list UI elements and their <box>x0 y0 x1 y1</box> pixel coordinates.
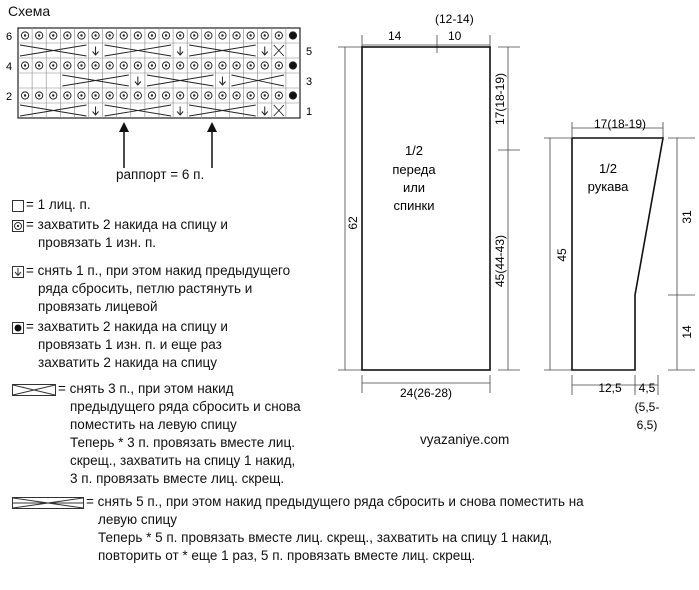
chart-dot-circle <box>50 62 57 69</box>
chart-filled-dot <box>289 62 296 69</box>
chart-dot-circle <box>21 62 28 69</box>
front-width-extra: (12-14) <box>435 12 474 26</box>
cross-3-icon <box>12 383 56 401</box>
chart-dot-circle <box>36 92 43 99</box>
sleeve-top-width: 17(18-19) <box>593 117 647 131</box>
legend-text-line: левую спицу <box>98 512 177 527</box>
front-width-right: 10 <box>448 29 462 43</box>
repeat-arrow-right-head <box>207 122 217 132</box>
chart-dot-circle <box>92 92 99 99</box>
chart-dot-circle <box>275 62 282 69</box>
legend-text-line: провязать 1 изн. п. <box>38 235 157 250</box>
chart-dot-circle <box>247 92 254 99</box>
sleeve-title-1: 1/2 <box>598 161 618 176</box>
chart-dot-circle <box>106 62 113 69</box>
chart-dot-circle <box>191 62 198 69</box>
chart-dot-circle <box>233 92 240 99</box>
chart-dot-circle <box>275 92 282 99</box>
chart-dot-circle <box>134 92 141 99</box>
row-number-2: 2 <box>6 91 13 103</box>
chart-dot-circle <box>64 92 71 99</box>
legend-text-line: 3 п. провязать вместе лиц. скрещ. <box>70 471 285 486</box>
front-width-left: 14 <box>388 29 402 43</box>
chart-dot-circle <box>247 32 254 39</box>
chart-dot-circle <box>120 32 127 39</box>
chart-dot-circle <box>162 92 169 99</box>
arrow-down-icon <box>12 265 24 283</box>
sleeve-bottom-left: 12,5 <box>598 381 622 395</box>
chart-dot-circle <box>120 92 127 99</box>
legend-text-line: скрещ., захватить на спицу 1 накид, <box>70 453 296 468</box>
legend-text-line: = снять 5 п., при этом накид предыдущего ряда сбросить и снова поместить на <box>86 494 584 509</box>
chart-dot-circle <box>205 32 212 39</box>
chart-dot-circle <box>205 62 212 69</box>
row-number-6: 6 <box>6 31 13 43</box>
front-title-1: 1/2 <box>404 143 424 158</box>
chart-dot-circle <box>205 92 212 99</box>
chart-dot-circle <box>92 62 99 69</box>
chart-dot-circle <box>92 32 99 39</box>
sleeve-title-2: рукава <box>587 179 629 194</box>
legend-text-line: захватить 2 накида на спицу <box>38 355 217 370</box>
sleeve-bottom-alt-1: (5,5- <box>634 400 660 414</box>
front-title-4: спинки <box>393 198 435 213</box>
row-number-3: 3 <box>306 76 313 88</box>
chart-dot-circle <box>162 62 169 69</box>
chart-dot-circle <box>78 32 85 39</box>
chart-dot-circle <box>275 32 282 39</box>
chart-dot-circle <box>78 92 85 99</box>
chart-dot-circle <box>36 62 43 69</box>
sleeve-bottom-alt-2: 6,5) <box>636 418 658 432</box>
legend-text-line: = снять 1 п., при этом накид предыдущего <box>26 263 291 278</box>
chart-dot-circle <box>21 92 28 99</box>
chart-dot-circle <box>219 32 226 39</box>
chart-dot-circle <box>50 92 57 99</box>
chart-dot-circle <box>64 62 71 69</box>
chart-dot-circle <box>134 32 141 39</box>
legend-text-line: = снять 3 п., при этом накид <box>58 381 234 396</box>
front-bottom-width: 24(26-28) <box>399 386 453 400</box>
dot-circle-icon <box>12 219 24 237</box>
row-number-5: 5 <box>306 46 313 58</box>
chart-dot-circle <box>177 92 184 99</box>
chart-dot-circle <box>261 92 268 99</box>
chart-dot-circle <box>148 32 155 39</box>
front-height-lower: 45(44-43) <box>493 234 507 288</box>
chart-dot-circle <box>36 32 43 39</box>
front-title-2: переда <box>392 162 436 177</box>
chart-dot-circle <box>191 32 198 39</box>
chart-filled-dot <box>289 92 296 99</box>
legend-text-line: предыдущего ряда сбросить и снова <box>70 399 301 414</box>
sleeve-height-total: 45 <box>555 248 569 262</box>
filled-dot-icon <box>12 321 24 339</box>
repeat-label: раппорт = 6 п. <box>116 167 205 182</box>
chart-dot-circle <box>177 62 184 69</box>
chart-dot-circle <box>219 92 226 99</box>
chart-dot-circle <box>21 32 28 39</box>
legend-text-line: поместить на левую спицу <box>70 417 237 432</box>
chart-dot-circle <box>106 32 113 39</box>
legend-text-line: = захватить 2 накида на спицу и <box>26 319 228 334</box>
chart-dot-circle <box>162 32 169 39</box>
stitch-chart <box>0 18 330 178</box>
chart-dot-circle <box>148 92 155 99</box>
chart-dot-circle <box>233 32 240 39</box>
legend-text-line: Теперь * 5 п. провязать вместе лиц. скрещ., захватить на спицу 1 накид, <box>98 530 552 545</box>
chart-dot-circle <box>233 62 240 69</box>
sleeve-height-lower: 14 <box>680 325 694 339</box>
chart-dot-circle <box>64 32 71 39</box>
sleeve-schematic <box>520 110 699 440</box>
chart-dot-circle <box>177 32 184 39</box>
chart-dot-circle <box>191 92 198 99</box>
front-height-total: 62 <box>346 216 360 230</box>
chart-dot-circle <box>50 32 57 39</box>
chart-dot-circle <box>120 62 127 69</box>
front-back-schematic <box>330 12 520 405</box>
chart-dot-circle <box>219 62 226 69</box>
chart-dot-circle <box>134 62 141 69</box>
row-number-1: 1 <box>306 106 313 118</box>
sleeve-bottom-right: 4,5 <box>638 381 656 395</box>
chart-title: Схема <box>8 3 51 19</box>
sleeve-outline <box>572 138 663 370</box>
chart-dot-circle <box>78 62 85 69</box>
legend-text-line: повторить от * еще 1 раз, 5 п. провязать вместе лиц. скрещ. <box>98 548 476 563</box>
repeat-arrow-left-head <box>119 122 129 132</box>
chart-dot-circle <box>106 92 113 99</box>
front-title-3: или <box>402 180 426 195</box>
legend-text-line: Теперь * 3 п. провязать вместе лиц. <box>70 435 295 450</box>
chart-dot-circle <box>247 62 254 69</box>
chart-dot-circle <box>261 62 268 69</box>
chart-filled-dot <box>289 32 296 39</box>
legend-text-line: ряда сбросить, петлю растянуть и <box>38 281 253 296</box>
chart-dot-circle <box>261 32 268 39</box>
watermark: vyazaniye.com <box>420 432 510 447</box>
sleeve-height-upper: 31 <box>680 210 694 224</box>
row-number-4: 4 <box>6 61 13 73</box>
legend-text-line: провязать лицевой <box>38 299 158 314</box>
chart-dot-circle <box>148 62 155 69</box>
legend-text-line: провязать 1 изн. п. и еще раз <box>38 337 222 352</box>
cross-5-icon <box>12 496 84 514</box>
legend-text-line: = 1 лиц. п. <box>26 197 91 212</box>
front-height-upper: 17(18-19) <box>493 72 507 126</box>
legend-text-line: = захватить 2 накида на спицу и <box>26 217 228 232</box>
square-icon <box>12 199 24 217</box>
